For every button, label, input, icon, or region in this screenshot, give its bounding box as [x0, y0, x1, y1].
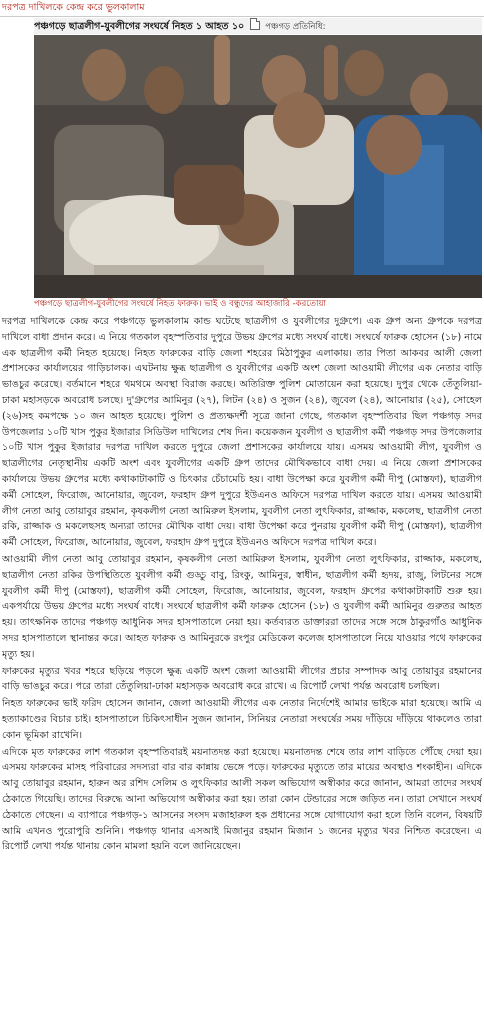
article-body [2, 314, 482, 1022]
headline: পঞ্চগড়ে ছাত্রলীগ-যুবলীগের সংঘর্ষে নিহত ১ আহত ১০ [34, 21, 245, 32]
paragraph: এদিকে মৃত ফারুকের লাশ গতকাল বৃহস্পতিবারই ময়নাতদন্ত করা হয়েছে। ময়নাতদন্ত শেষে তার লাশ বাড়িতে পৌঁছে দেয়া হয়। এসময় ফারুকের মাসহ পরিবারের সদস্যরা বার বার কান্নায় ভেঙ্গে পড়ে। ফারুকের মৃত্যুতে তার মায়ের অবস্থাও শংকাহীন। এদিকে আবু তোয়াবুর রহমান, হারুন অর রশিদ সেলিম ও লুৎফিকার আলী সকল অভিযোগ অস্বীকার করে জানান, আমরা তাদের সংঘর্ষ ঠেকাতে গিয়েছি। তাদের বিরুদ্ধে আনা অভিযোগ অস্বীকার করা হয়। তারা কোন টেন্ডারের সঙ্গে জড়িত নন। তারা সেখানে সংঘর্ষ ঠেকাতে গেছেন। এ ব্যাপারে পঞ্চগড়-১ আসনের সংসদ মজাহারুল হক প্রধানের সঙ্গে যোগাযোগ করা হলে তিনি বলেন, বিষয়টি আমি এখনও পুরোপুরি শুনিনি। পঞ্চগড় থানার এসআই মিজানুর রহমান মিজান ১ জনের মৃত্যুর খবর নিশ্চিত করেছেন। এ রিপোর্ট লেখা পর্যন্ত থানায় কোন মামলা হয়নি বলে জানিয়েছেন। [2, 746, 482, 853]
paragraph: আওয়ামী লীগ নেতা আবু তোয়াবুর রহমান, কৃষকলীগ নেতা আমিরুল ইসলাম, যুবলীগ নেতা লুৎফিকার, রাজ্জাক, মকলেছ, ছাত্রলীগ নেতা রকির উপস্থিতিতে যুবলীগ কর্মী গুড্ডু বাবু, রিংকু, আমিনুর, স্বাধীন, ছাত্রলীগ কর্মী হৃদয়, রাজু, লিটনের সঙ্গে যুবলীগ কর্মী দীপু (মোস্তফা), ছাত্রলীগ কর্মী সোহেল, ফিরোজ, আনোয়ার, জুবেল, ফরহাদ গ্রুপের কথাকাটাকাটি শুরু হয়। একপর্যায়ে উভয় গ্রুপের মধ্যে সংঘর্ষ বাধে। সংঘর্ষে ছাত্রলীগ কর্মী ফারুক হোসেন (১৮) ও যুবলীগ কর্মী আমিনুর গুরুতর আহত হয়। তাৎক্ষনিক তাদের পঞ্চগড় আধুনিক সদর হাসপাতালে নেয়া হয়। কর্তব্যরত ডাক্তাররা তাদের সঙ্গে সঙ্গে ঠাকুরগাঁও আধুনিক সদর হাসপাতালে স্থানান্তর করে। আহত ফারুক ও আমিনুরকে রংপুর মেডিকেল কলেজ হাসপাতালে নিয়ে যাওয়ার পথে ফারুকের মৃত্যু হয়। [2, 553, 482, 660]
paragraph: দরপত্র দাখিলকে কেন্দ্র করে পঞ্চগড়ে ভুলকালাম কান্ড ঘটেছে ছাত্রলীগ ও যুবলীগের দুগ্রুপে। এক গ্রুপ অন্য গ্রুপকে দরপত্র দাখিলে বাধা প্রদান করে। এ নিয়ে গতকাল বৃহস্পতিবার দুপুরে উভয় গ্রুপের মধ্যে সংঘর্ষ বাধে। সংঘর্ষে ফারুক হোসেন (১৮) নামে এক ছাত্রলীগ কর্মী নিহত হয়েছে। নিহত ফারুকের বাড়ি জেলা শহরের মিঠাপুকুর এলাকায়। তার পিতা আকবর আলী জেলা প্রশাসকের কার্যালয়ের গাড়িচালক। এঘটনায় ক্ষুব্ধ ছাত্রলীগ ও যুবলীগের একটি অংশ জেলা আওয়ামী লীগের এক নেতার বাড়ি ভাঙচুর করেছে। বর্তমানে শহরে থমথমে অবস্থা বিরাজ করছে। অতিরিক্ত পুলিশ মোতায়েন করা হয়েছে। দুপুর থেকে তেঁতুলিয়া-ঢাকা মহাসড়কে অবরোধ চলছে। দু'গ্রুপের আমিনুর (২৭), লিটন (২৪) ও সুজন (২৪), জুবেল (২৪), আনোয়ার (২৫), সোহেল (২৬)সহ কমপক্ষে ১০ জন আহত হয়েছে। পুলিশ ও প্রত্যক্ষদর্শী সূত্রে জানা গেছে, গতকাল বৃহস্পতিবার ছিল পঞ্চগড় সদর উপজেলার ১০টি খাস পুকুর ইজারার সিডিউল দাখিলের শেষ দিন। কয়েকজন যুবলীগ ও ছাত্রলীগ কর্মী পঞ্চগড় সদর উপজেলার ১০টি খাস পুকুর ইজারার দরপত্র দাখিল করতে দুপুরে জেলা প্রশাসকের কার্যালয়ে যায়। এসময় আওয়ামী লীগ, যুবলীগ ও ছাত্রলীগের নেতৃস্থানীয় একটি অংশ এবং যুবলীগের একটি গ্রুপ তাদের মৌখিকভাবে বাধা দেয়। এ নিয়ে জেলা প্রশাসকের কার্যালয়ে উভয় গ্রুপের মধ্যে কথাকাটাকাটি ও চিৎকার চেঁচামেচি হয়। বাধা উপেক্ষা করে যুবলীগ কর্মী দীপু (মোস্তফা), ছাত্রলীগ কর্মী সোহেল, ফিরোজ, আনোয়ার, জুবেল, ফরহাদ গ্রুপ দুপুরে ইউএনও অফিসে দরপত্র দাখিল করতে যায়। এসময় আওয়ামী লীগ নেতা আবু তোয়াবুর রহমান, কৃষকলীগ নেতা আমিরুল ইসলাম, যুবলীগ নেতা লুৎফিকার, রাজ্জাক, মকলেছ, ছাত্রলীগ নেতা রকি, রাজ্জাক ও মকলেছসহ অন্যরা তাদের মৌখিক বাধা দেয়। বাধা উপেক্ষা করে পুনরায় যুবলীগ কর্মী দীপু (মোস্তফা), ছাত্রলীগ কর্মী সোহেল, ফিরোজ, আনোয়ার, জুবেল, ফরহাদ গ্রুপ দুপুরে ইউএনও অফিসে দরপত্র দাখিল করে। [2, 316, 482, 549]
byline: পঞ্চগড় প্রতিনিধি: [265, 22, 326, 32]
paragraph: নিহত ফারুকের ভাই ফরিদ হোসেন জানান, জেলা আওয়ামী লীগের এক নেতার নির্দেশেই আমার ভাইকে মারা হয়েছে। আমি এ হত্যাকাণ্ডের বিচার চাই। হাসপাতালে চিকিৎসাধীন সুজন জানান, সিনিয়র নেতারা সংঘর্ষের সময় দাঁড়িয়ে দাঁড়িয়ে থাকলেও তারা কোন ভূমিকা রাখেনি। [2, 698, 482, 741]
paragraph: ফারুকের মৃত্যুর খবর শহরে ছড়িয়ে পড়লে ক্ষুব্ধ একটি অংশ জেলা আওয়ামী লীগের প্রচার সম্পাদক আবু তোয়াবুর রহমানের বাড়ি ভাঙচুর করে। পরে তারা তেঁতুলিয়া-ঢাকা মহাসড়ক অবরোধ করে রাখে। এ রিপোর্ট লেখা পর্যন্ত অবরোধ চলছিল। [2, 665, 482, 693]
top-heading: দরপত্র দাখিলকে কেন্দ্র করে ভুলকালাম [2, 2, 145, 13]
headline-bar [34, 18, 482, 34]
divider [0, 16, 484, 17]
news-photo [34, 35, 482, 298]
photo-caption: পঞ্চগড়ে ছাত্রলীগ-যুবলীগের সংঘর্ষে নিহত ফারুক। ভাই ও বন্ধুদের আহাজারি -করতোয়া [34, 299, 326, 309]
document-icon [250, 18, 260, 30]
